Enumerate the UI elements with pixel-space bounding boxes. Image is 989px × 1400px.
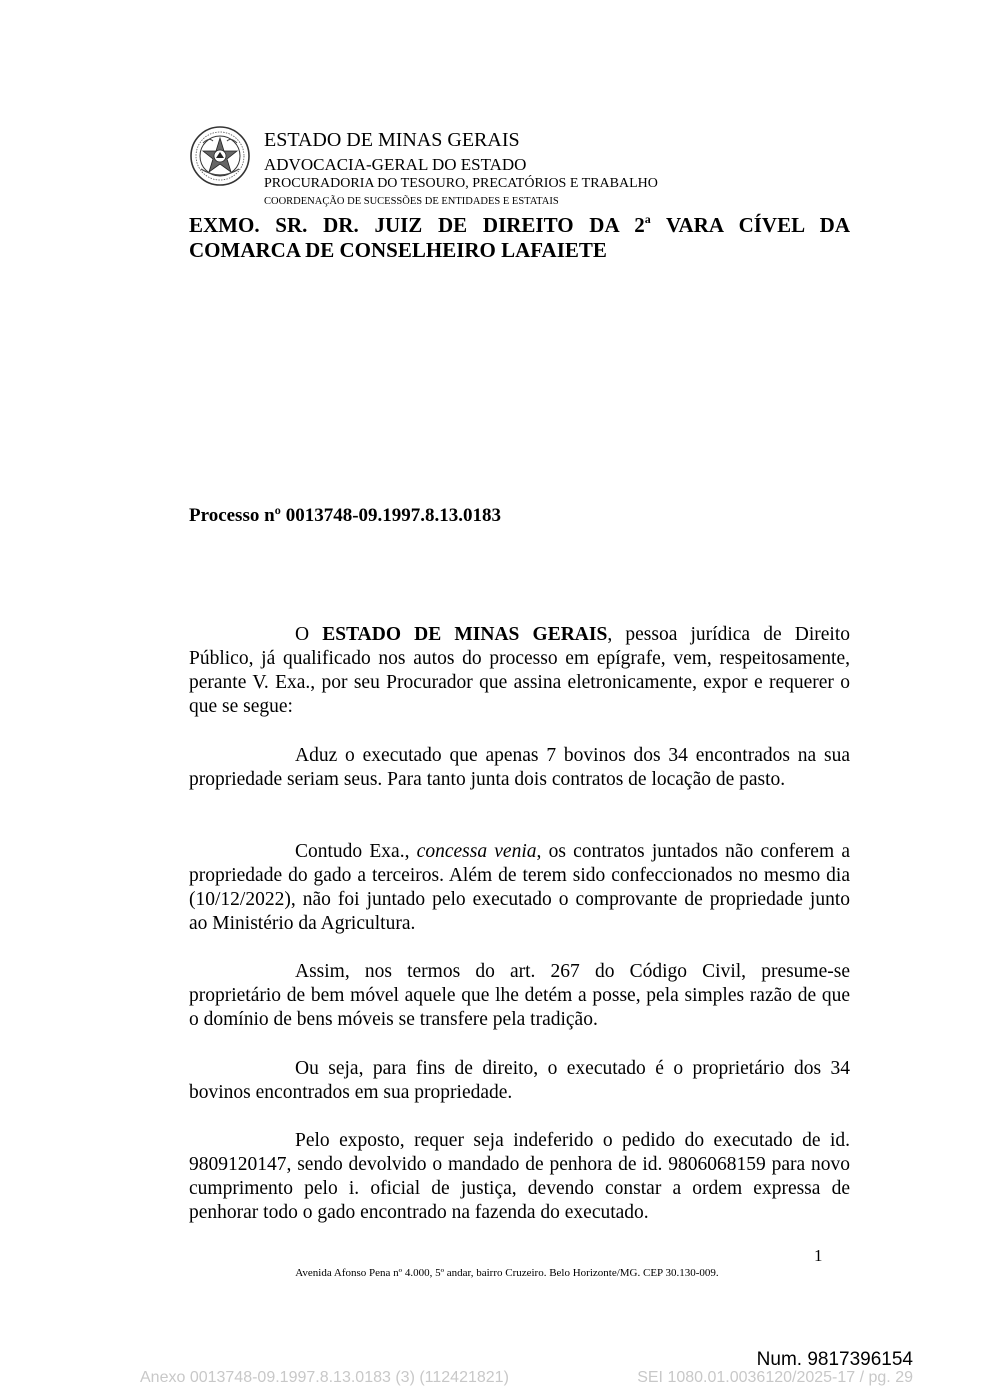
paragraph-legal-basis xyxy=(189,960,850,1032)
paragraph-conclusion-text: Ou seja, para fins de direito, o executado é o proprietário dos 34 bovinos encontrados em sua propriedade. xyxy=(189,1058,850,1103)
header-coordination-name: COORDENAÇÃO DE SUCESSÕES DE ENTIDADES E ESTATAIS xyxy=(264,196,559,207)
footer-address: Avenida Afonso Pena nº 4.000, 5º andar, bairro Cruzeiro. Belo Horizonte/MG. CEP 30.130-009. xyxy=(295,1267,719,1279)
addressee-line-1-tail: VARA CÍVEL DA xyxy=(650,213,850,237)
paragraph-contestation-start: Contudo Exa., xyxy=(295,841,417,862)
sei-stamp: SEI 1080.01.0036120/2025-17 / pg. 29 xyxy=(637,1369,913,1386)
header-state-name: ESTADO DE MINAS GERAIS xyxy=(264,129,520,151)
paragraph-conclusion xyxy=(189,1057,850,1105)
addressee-line-1-text: EXMO. SR. DR. JUIZ DE DIREITO DA 2 xyxy=(189,213,645,237)
paragraph-allegation-text: Aduz o executado que apenas 7 bovinos dos 34 encontrados na sua propriedade seriam seus. Para tanto junta dois contratos de locação de pasto. xyxy=(189,745,850,790)
header-agency-name: ADVOCACIA-GERAL DO ESTADO xyxy=(264,155,527,174)
ordinal-indicator: a xyxy=(644,212,651,226)
addressee-line-2: COMARCA DE CONSELHEIRO LAFAIETE xyxy=(189,238,607,262)
paragraph-introduction-end: , pessoa jurídica de Direito Público, já qualificado nos autos do processo em epígrafe, vem, respeitosamente, perante V. Exa., por seu Procurador que assina eletronicamente, expor e requerer o que se segue: xyxy=(189,624,851,717)
paragraph-request-text: Pelo exposto, requer seja indeferido o pedido do executado de id. 9809120147, sendo devolvido o mandado de penhora de id. 9806068159 para novo cumprimento pelo i. oficial de justiça, devendo constar a ordem expressa de penhorar todo o gado encontrado na fazenda do executado. xyxy=(189,1130,850,1223)
party-name-bold: ESTADO DE MINAS GERAIS xyxy=(322,624,608,645)
process-number: Processo nº 0013748-09.1997.8.13.0183 xyxy=(189,505,502,526)
paragraph-contestation-end: , os contratos juntados não conferem a propriedade do gado a terceiros. Além de terem sido confeccionados no mesmo dia (10/12/2022), não foi juntado pelo executado o comprovante de propriedade junto ao Ministério da Agricultura. xyxy=(189,841,850,934)
page-number: 1 xyxy=(814,1246,823,1265)
paragraph-allegation xyxy=(189,744,850,792)
paragraph-legal-basis-text: Assim, nos termos do art. 267 do Código Civil, presume-se proprietário de bem móvel aquele que lhe detém a posse, pela simples razão de que o domínio de bens móveis se transfere pela tradição. xyxy=(189,961,850,1030)
header-department-name: PROCURADORIA DO TESOURO, PRECATÓRIOS E TRABALHO xyxy=(264,176,658,191)
latin-phrase-italic: concessa venia xyxy=(416,841,537,862)
addressee-block xyxy=(189,213,850,263)
paragraph-contestation xyxy=(189,840,850,936)
paragraph-introduction xyxy=(189,623,850,719)
addressee-line-1 xyxy=(189,213,850,238)
paragraph-introduction-start: O xyxy=(295,624,323,645)
paragraph-request xyxy=(189,1129,850,1225)
annex-stamp: Anexo 0013748-09.1997.8.13.0183 (3) (112421821) xyxy=(140,1369,509,1386)
state-coat-of-arms-seal xyxy=(189,125,251,187)
document-number: Num. 9817396154 xyxy=(756,1349,913,1370)
